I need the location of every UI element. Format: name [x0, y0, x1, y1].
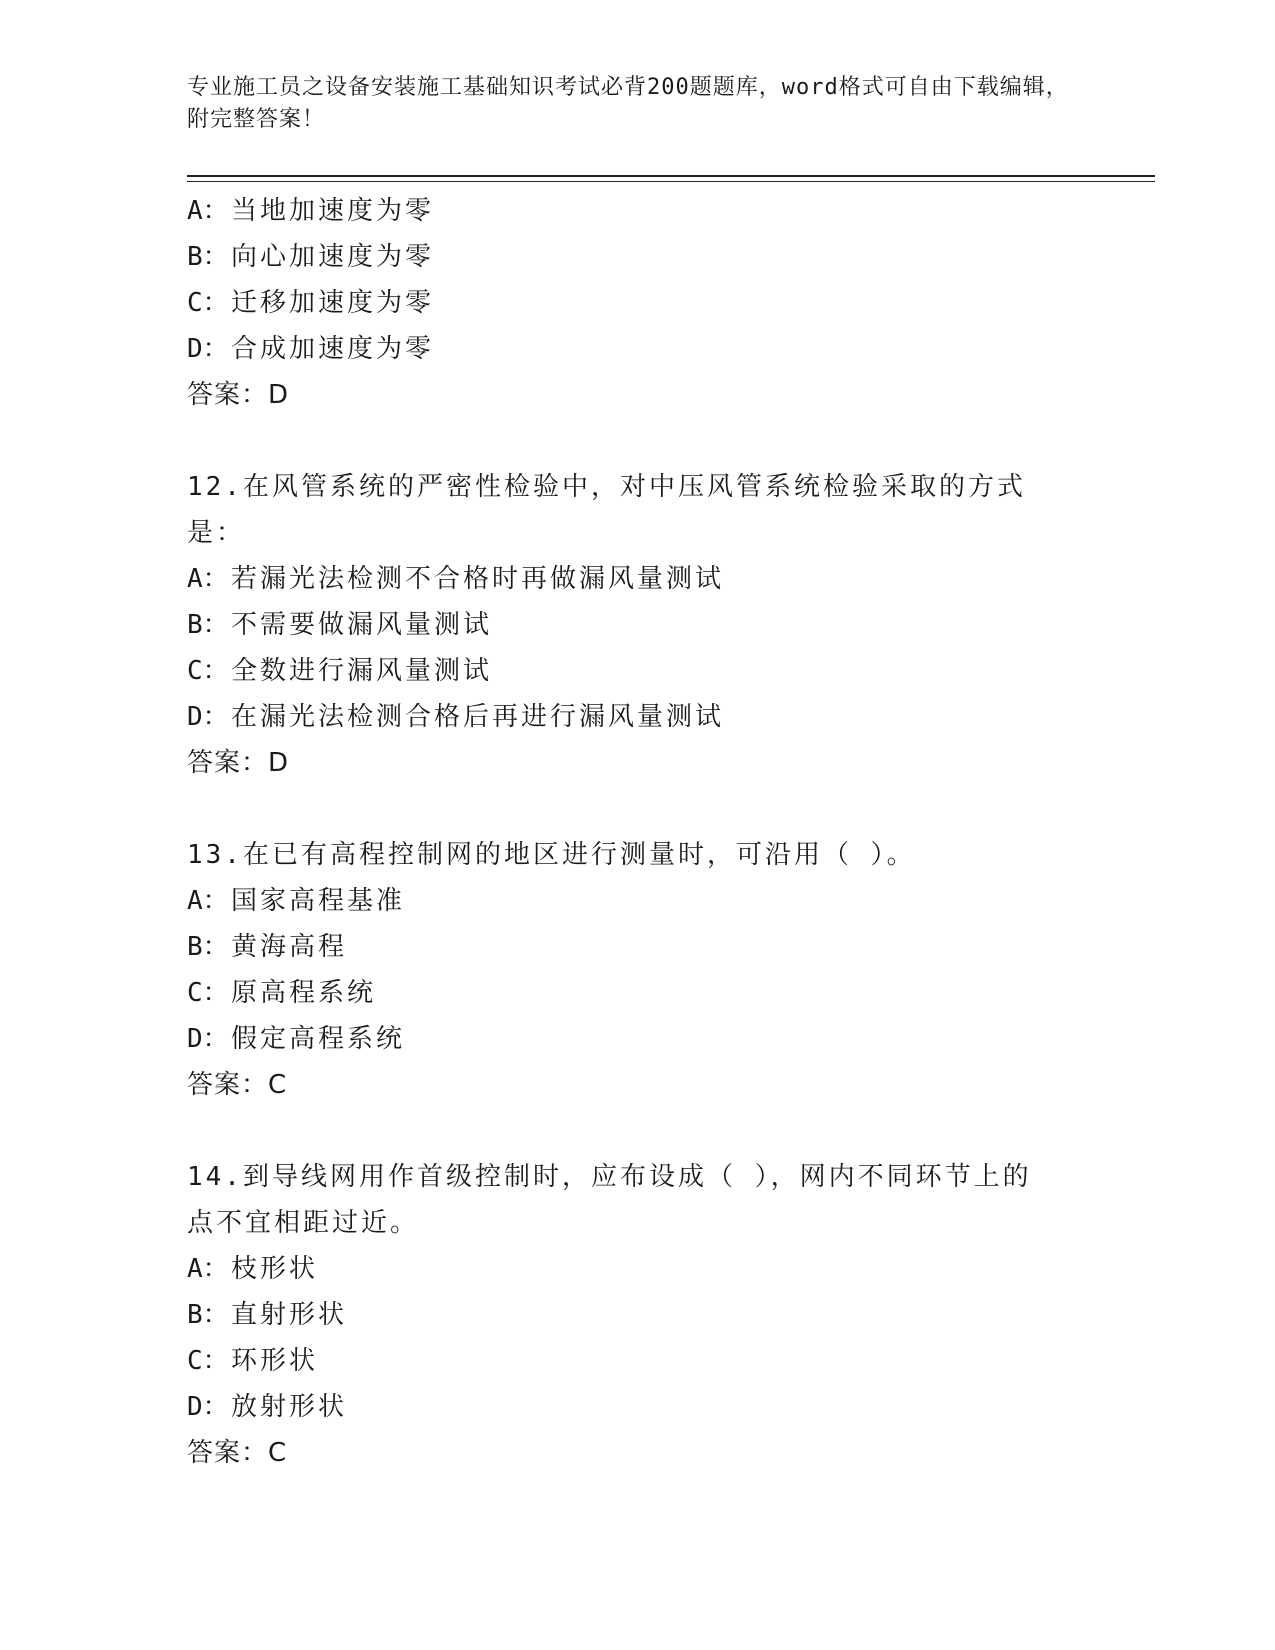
option-label: A： [187, 564, 229, 594]
question-block [187, 832, 1087, 1108]
option-a [187, 1246, 1087, 1292]
question-stem: 13.在已有高程控制网的地区进行测量时，可沿用（ ）。 [187, 840, 916, 870]
option-c [187, 1338, 1087, 1384]
question-block [187, 188, 1087, 418]
header-divider-thin [187, 181, 1155, 182]
option-text: 黄海高程 [231, 932, 348, 962]
document-header: 专业施工员之设备安装施工基础知识考试必背200题题库，word格式可自由下载编辑，附完整答案！ [187, 75, 1069, 132]
question-stem: 12.在风管系统的严密性检验中，对中压风管系统检验采取的方式是： [187, 472, 1026, 548]
option-label: D： [187, 702, 229, 732]
spacer [187, 786, 1087, 832]
option-text: 向心加速度为零 [231, 242, 435, 272]
option-label: A： [187, 196, 229, 226]
spacer [187, 418, 1087, 464]
option-text: 环形状 [231, 1346, 319, 1376]
option-label: C： [187, 656, 229, 686]
option-label: D： [187, 334, 229, 364]
option-a [187, 556, 1087, 602]
option-label: D： [187, 1024, 229, 1054]
option-label: B： [187, 932, 229, 962]
answer-line: 答案：C [187, 1438, 288, 1468]
option-text: 迁移加速度为零 [231, 288, 435, 318]
option-b [187, 234, 1087, 280]
header-divider [187, 175, 1155, 177]
option-d [187, 326, 1087, 372]
answer-line: 答案：D [187, 748, 290, 778]
spacer [187, 1108, 1087, 1154]
option-text: 在漏光法检测合格后再进行漏风量测试 [231, 702, 725, 732]
option-c [187, 970, 1087, 1016]
option-c [187, 648, 1087, 694]
option-a [187, 188, 1087, 234]
question-block [187, 1154, 1087, 1476]
option-text: 假定高程系统 [231, 1024, 406, 1054]
answer-line: 答案：D [187, 380, 290, 410]
option-text: 原高程系统 [231, 978, 377, 1008]
option-label: A： [187, 886, 229, 916]
option-text: 合成加速度为零 [231, 334, 435, 364]
answer-line: 答案：C [187, 1070, 288, 1100]
option-text: 全数进行漏风量测试 [231, 656, 493, 686]
option-text: 不需要做漏风量测试 [231, 610, 493, 640]
option-label: A： [187, 1254, 229, 1284]
option-label: C： [187, 288, 229, 318]
question-stem: 14.到导线网用作首级控制时，应布设成（ ），网内不同环节上的点不宜相距过近。 [187, 1162, 1032, 1238]
question-list [187, 188, 1087, 1476]
option-d [187, 1016, 1087, 1062]
option-d [187, 694, 1087, 740]
option-text: 直射形状 [231, 1300, 348, 1330]
option-text: 若漏光法检测不合格时再做漏风量测试 [231, 564, 725, 594]
option-label: B： [187, 242, 229, 272]
option-a [187, 878, 1087, 924]
option-label: B： [187, 610, 229, 640]
option-label: D： [187, 1392, 229, 1422]
option-label: C： [187, 978, 229, 1008]
question-block [187, 464, 1087, 786]
option-text: 当地加速度为零 [231, 196, 435, 226]
option-text: 枝形状 [231, 1254, 319, 1284]
option-b [187, 924, 1087, 970]
option-d [187, 1384, 1087, 1430]
option-b [187, 1292, 1087, 1338]
option-label: B： [187, 1300, 229, 1330]
option-text: 国家高程基准 [231, 886, 406, 916]
option-label: C： [187, 1346, 229, 1376]
option-b [187, 602, 1087, 648]
option-c [187, 280, 1087, 326]
option-text: 放射形状 [231, 1392, 348, 1422]
